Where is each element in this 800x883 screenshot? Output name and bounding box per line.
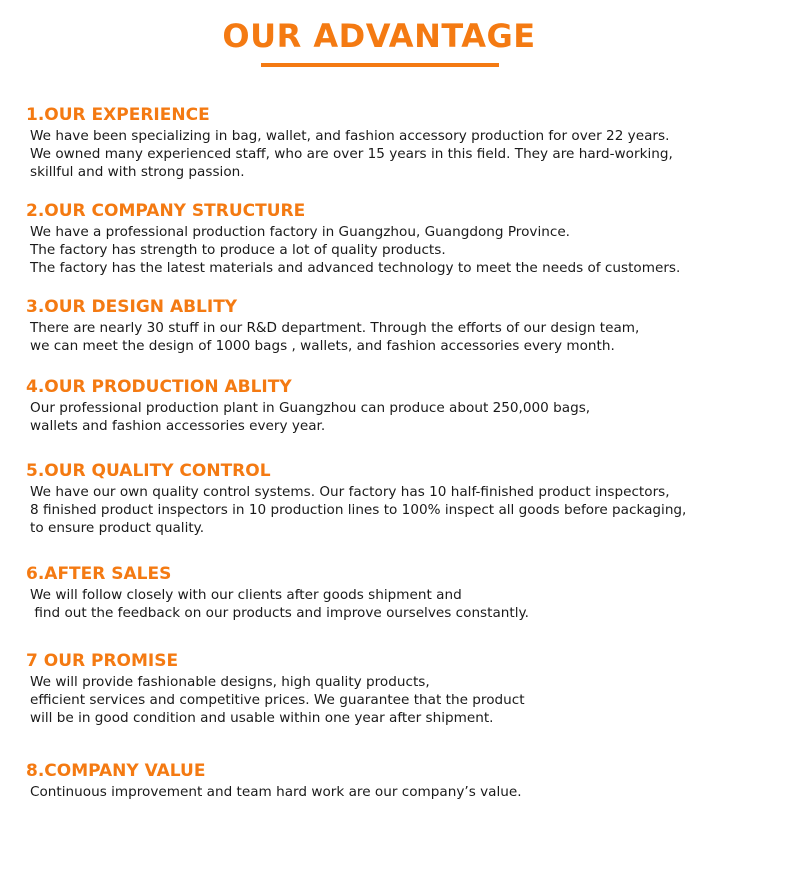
section-line: We will provide fashionable designs, high quality products,	[30, 674, 430, 690]
section-heading: 8.COMPANY VALUE	[26, 761, 206, 781]
section-after-sales	[26, 563, 766, 622]
title-underline	[261, 63, 499, 67]
section-heading: 6.AFTER SALES	[26, 564, 172, 584]
section-line: The factory has the latest materials and advanced technology to meet the needs of customers.	[30, 260, 681, 276]
section-heading: 7 OUR PROMISE	[26, 651, 179, 671]
section-body	[30, 586, 766, 622]
section-line: We owned many experienced staff, who are over 15 years in this field. They are hard-working,	[30, 146, 673, 162]
section-design-ability	[26, 296, 766, 355]
section-line: wallets and fashion accessories every year.	[30, 418, 326, 434]
section-heading: 2.OUR COMPANY STRUCTURE	[26, 201, 306, 221]
section-heading: 3.OUR DESIGN ABLITY	[26, 297, 238, 317]
section-experience	[26, 104, 766, 181]
section-body	[30, 319, 766, 355]
section-line: we can meet the design of 1000 bags , wallets, and fashion accessories every month.	[30, 338, 615, 354]
section-line: 8 finished product inspectors in 10 production lines to 100% inspect all goods before packaging,	[30, 502, 687, 518]
section-body	[30, 673, 766, 727]
section-line: We have a professional production factory in Guangzhou, Guangdong Province.	[30, 224, 571, 240]
section-line: We have our own quality control systems. Our factory has 10 half-finished product inspectors,	[30, 484, 670, 500]
section-line: skillful and with strong passion.	[30, 164, 245, 180]
section-body	[30, 223, 766, 277]
section-line: to ensure product quality.	[30, 520, 205, 536]
section-company-value	[26, 760, 766, 801]
section-line: The factory has strength to produce a lot of quality products.	[30, 242, 446, 258]
section-line: Our professional production plant in Guangzhou can produce about 250,000 bags,	[30, 400, 591, 416]
page-title: OUR ADVANTAGE	[222, 17, 536, 55]
section-production-ability	[26, 376, 766, 435]
section-heading: 1.OUR EXPERIENCE	[26, 105, 210, 125]
section-line: We will follow closely with our clients after goods shipment and	[30, 587, 462, 603]
section-body	[30, 783, 766, 801]
section-line: There are nearly 30 stuff in our R&D department. Through the efforts of our design team,	[30, 320, 640, 336]
section-body	[30, 399, 766, 435]
section-line: efficient services and competitive prices. We guarantee that the product	[30, 692, 525, 708]
section-quality-control	[26, 460, 766, 537]
section-heading: 4.OUR PRODUCTION ABLITY	[26, 377, 292, 397]
section-body	[30, 483, 766, 537]
section-company-structure	[26, 200, 766, 277]
section-line: find out the feedback on our products and improve ourselves constantly.	[30, 605, 529, 621]
section-line: We have been specializing in bag, wallet, and fashion accessory production for over 22 years.	[30, 128, 670, 144]
section-line: Continuous improvement and team hard work are our company’s value.	[30, 784, 522, 800]
section-line: will be in good condition and usable within one year after shipment.	[30, 710, 494, 726]
section-promise	[26, 650, 766, 727]
section-heading: 5.OUR QUALITY CONTROL	[26, 461, 271, 481]
section-body	[30, 127, 766, 181]
